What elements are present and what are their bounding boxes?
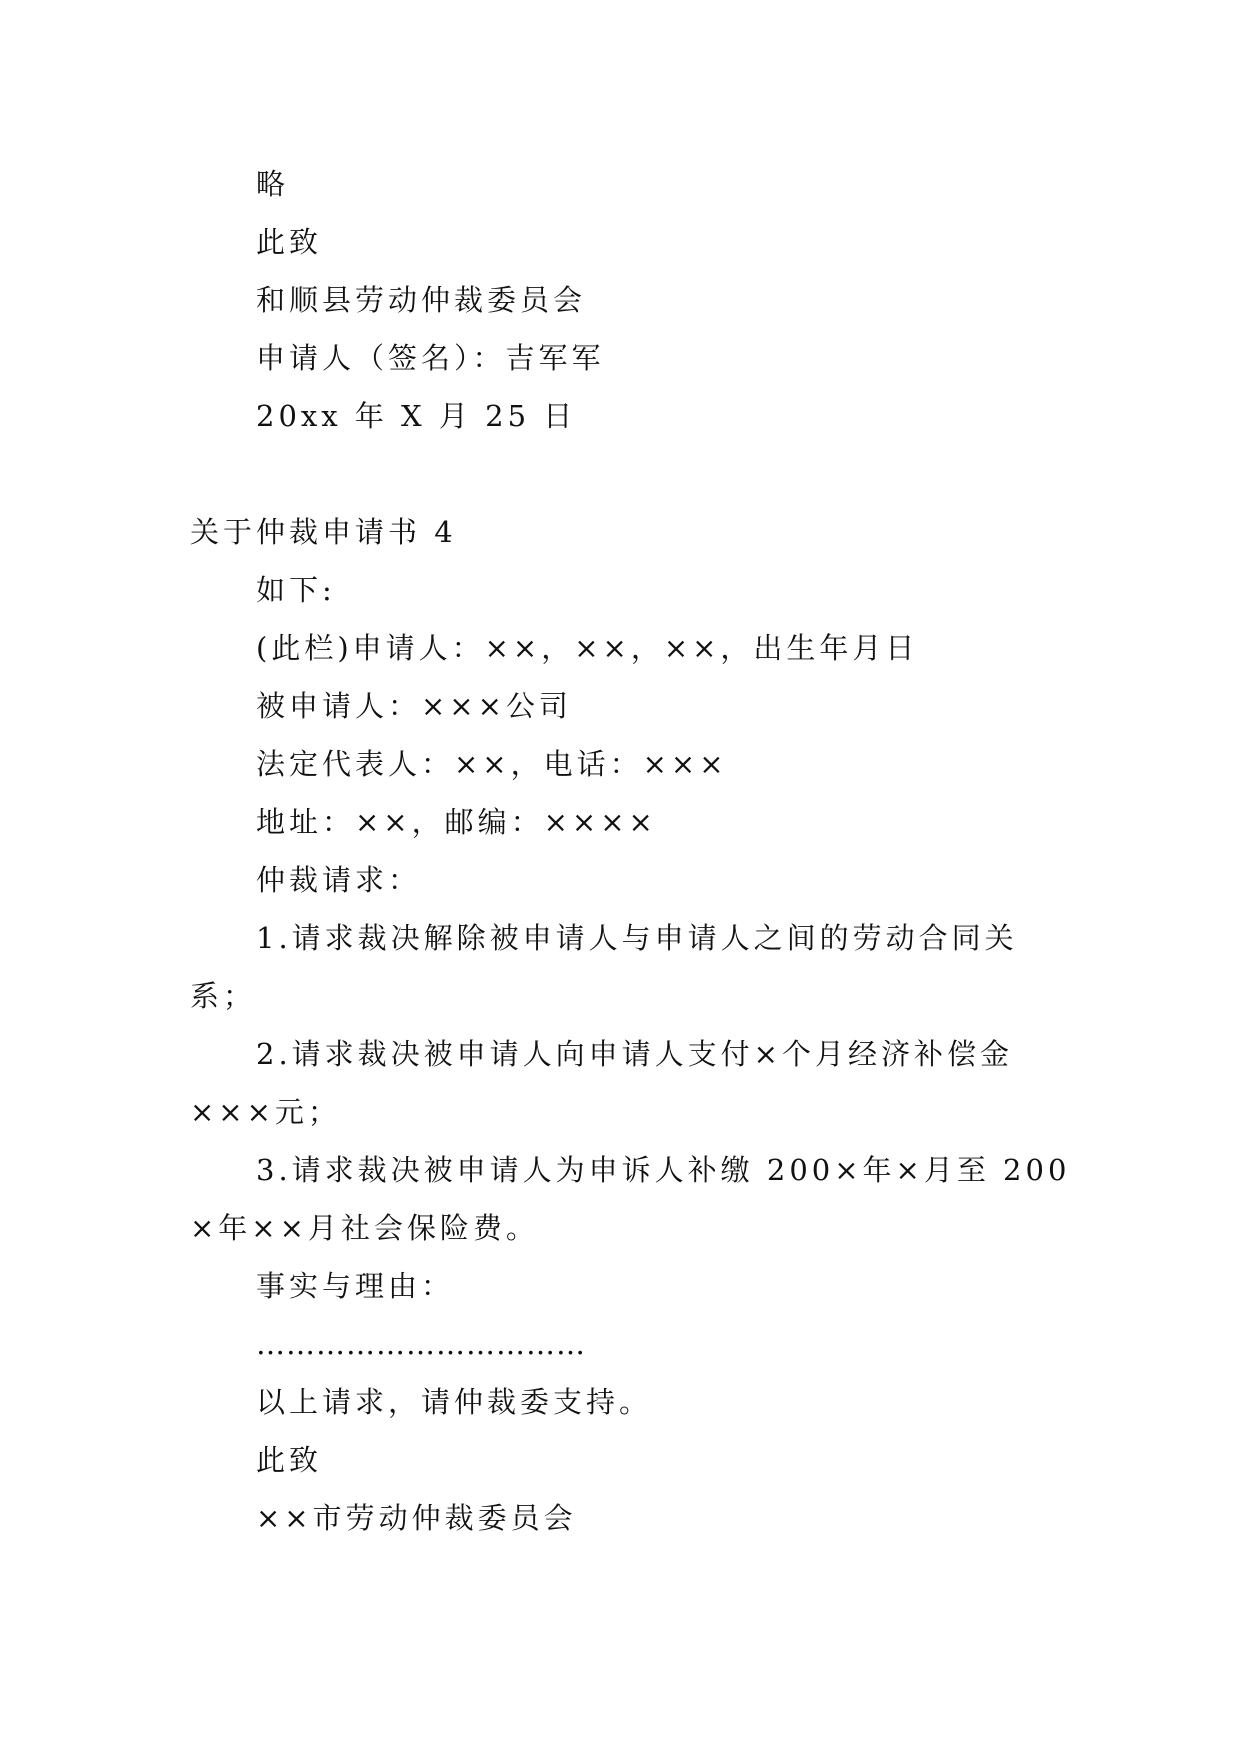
applicant-line: (此栏)申请人：××，××，××，出生年月日 [256, 631, 919, 665]
request-1-line-1: 1.请求裁决解除被申请人与申请人之间的劳动合同关 [256, 921, 1018, 955]
salutation-2: 此致 [256, 1443, 323, 1477]
legal-rep-line: 法定代表人：××，电话：××× [256, 747, 728, 781]
request-2-line-1: 2.请求裁决被申请人向申请人支付×个月经济补偿金 [256, 1037, 1013, 1071]
section-title: 关于仲裁申请书 4 [190, 515, 457, 549]
signature-line: 申请人（签名）：吉军军 [256, 341, 605, 375]
facts-heading: 事实与理由： [256, 1269, 455, 1303]
recipient-line-2: ××市劳动仲裁委员会 [256, 1501, 577, 1535]
request-3-line-1: 3.请求裁决被申请人为申诉人补缴 200×年×月至 200 [256, 1153, 1071, 1187]
date-line: 20xx 年 X 月 25 日 [256, 399, 577, 433]
salutation: 此致 [256, 225, 323, 259]
address-line: 地址：××，邮编：×××× [256, 805, 657, 839]
requests-heading: 仲裁请求： [256, 863, 422, 897]
ellipsis-line: …………………………… [256, 1327, 586, 1361]
request-3-line-2: ×年××月社会保险费。 [190, 1211, 539, 1245]
omitted-text: 略 [256, 167, 290, 201]
closing-line: 以上请求，请仲裁委支持。 [256, 1385, 653, 1419]
respondent-line: 被申请人：×××公司 [256, 689, 572, 723]
request-2-line-2: ×××元； [190, 1095, 341, 1129]
intro-line: 如下: [256, 573, 336, 607]
request-1-line-2: 系； [190, 979, 257, 1013]
recipient-line: 和顺县劳动仲裁委员会 [256, 283, 587, 317]
